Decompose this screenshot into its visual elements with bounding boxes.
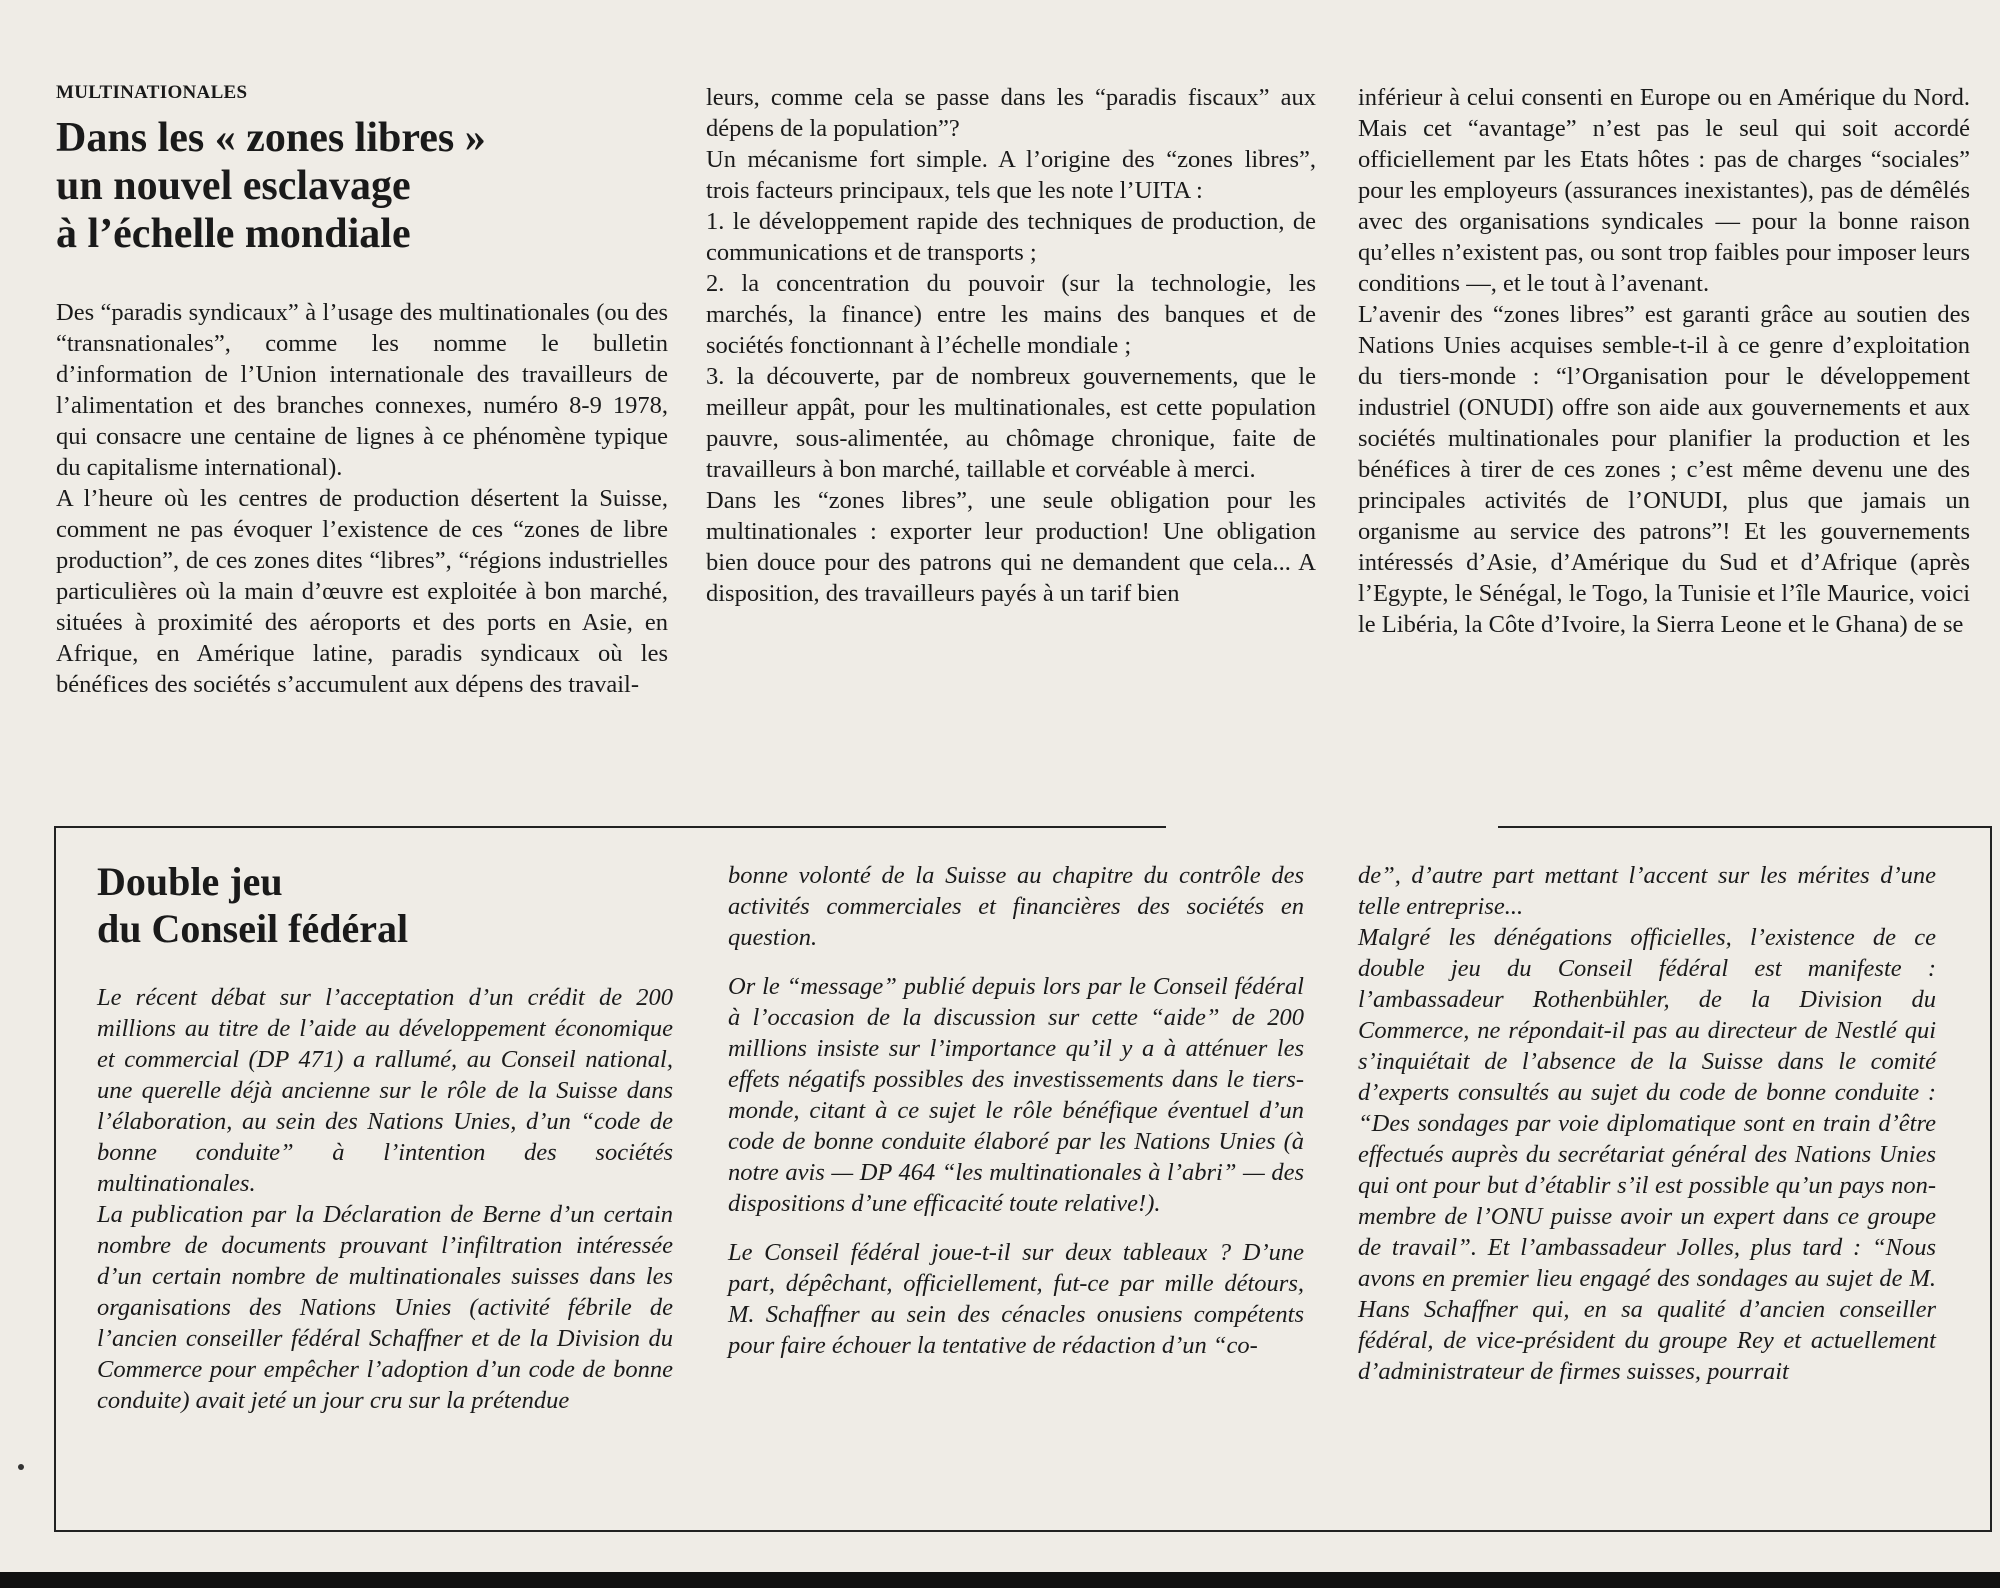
paragraph: Dans les “zones libres”, une seule obligation pour les multinationales : exporter leur production! Une obligation bien douce pour des patrons qui ne demandent que cela... A disposition, des travailleurs payés à un tarif bien (706, 487, 1316, 607)
article-headline (56, 114, 676, 258)
paragraph: Un mécanisme fort simple. A l’origine des “zones libres”, trois facteurs principaux, tels que les note l’UITA : (706, 146, 1316, 204)
paragraph: La publication par la Déclaration de Berne d’un certain nombre de documents prouvant l’infiltration intéressée d’un certain nombre de multinationales suisses dans les organisations des Nations Unies (activité fébrile de l’ancien conseiller fédéral Schaffner et de la Division du Commerce pour empêcher l’adoption d’un code de bonne conduite) avait jeté un jour cru sur la prétendue (97, 1201, 673, 1414)
paragraph: 1. le développement rapide des techniques de production, de communications et de transports ; (706, 208, 1316, 266)
paragraph: Des “paradis syndicaux” à l’usage des multinationales (ou des “transnationales”, comme les nomme le bulletin d’information de l’Union internationale des travailleurs de l’alimentation et des branches connexes, numéro 8-9 1978, qui consacre une centaine de lignes à ce phénomène typique du capitalisme international). (56, 299, 668, 481)
paragraph: bonne volonté de la Suisse au chapitre du contrôle des activités commerciales et financières des sociétés en question. (728, 862, 1304, 951)
scan-bottom-edge (0, 1572, 2000, 1588)
section-rubric: MULTINATIONALES (56, 82, 248, 103)
headline-line: Dans les « zones libres » (56, 115, 486, 161)
box-column-2 (728, 860, 1304, 1361)
box-title-line: du Conseil fédéral (97, 906, 409, 951)
box-title-line: Double jeu (97, 859, 283, 904)
paragraph: Or le “message” publié depuis lors par le Conseil fédéral à l’occasion de la discussion sur cette “aide” de 200 millions insiste sur l’importance qu’il y a à atténuer les effets négatifs possibles des investissements dans le tiers-monde, citant à ce sujet le rôle bénéfique éventuel d’un code de bonne conduite élaboré par les Nations Unies (à notre avis — DP 464 “les multinationales à l’abri” — des dispositions d’une efficacité toute relative!). (728, 973, 1304, 1217)
paragraph: leurs, comme cela se passe dans les “paradis fiscaux” aux dépens de la population”? (706, 84, 1316, 142)
paragraph: Le Conseil fédéral joue-t-il sur deux tableaux ? D’une part, dépêchant, officiellement, fut-ce par mille détours, M. Schaffner au sein des cénacles onusiens compétents pour faire échouer la tentative de rédaction d’un “co- (728, 1239, 1304, 1359)
box-column-3 (1358, 860, 1936, 1387)
headline-line: un nouvel esclavage (56, 163, 411, 209)
paragraph: inférieur à celui consenti en Europe ou en Amérique du Nord. Mais cet “avantage” n’est pas le seul qui soit accordé officiellement par les Etats hôtes : pas de charges “sociales” pour les employeurs (assurances inexistantes), pas de démêlés avec des organisations syndicales — pour la bonne raison qu’elles n’existent pas, ou sont trop faibles pour imposer leurs conditions —, et le tout à l’avenant. (1358, 84, 1970, 297)
headline-line: à l’échelle mondiale (56, 211, 411, 257)
paragraph: Le récent débat sur l’acceptation d’un crédit de 200 millions au titre de l’aide au développement économique et commercial (DP 471) a rallumé, au Conseil national, une querelle déjà ancienne sur le rôle de la Suisse dans l’élaboration, au sein des Nations Unies, d’un “code de bonne conduite” à l’intention des sociétés multinationales. (97, 984, 673, 1197)
paragraph-gap (728, 1219, 1304, 1237)
paragraph: 2. la concentration du pouvoir (sur la technologie, les marchés, la finance) entre les mains des banques et de sociétés fonctionnant à l’échelle mondiale ; (706, 270, 1316, 359)
article-column-1 (56, 297, 668, 700)
box-column-1 (97, 982, 673, 1416)
paragraph: de”, d’autre part mettant l’accent sur les mérites d’une telle entreprise... (1358, 862, 1936, 920)
article-column-3 (1358, 82, 1970, 640)
paragraph-gap (728, 953, 1304, 971)
paragraph: 3. la découverte, par de nombreux gouvernements, que le meilleur appât, pour les multinationales, est cette population pauvre, sous-alimentée, au chômage chronique, faite de travailleurs à bon marché, taillable et corvéable à merci. (706, 363, 1316, 483)
paragraph: A l’heure où les centres de production désertent la Suisse, comment ne pas évoquer l’existence de ces “zones de libre production”, de ces zones dites “libres”, “régions industrielles particulières où la main d’œuvre est exploitée à bon marché, situées à proximité des aéroports et des ports en Asie, en Afrique, en Amérique latine, paradis syndicaux où les bénéfices des sociétés s’accumulent aux dépens des travail- (56, 485, 668, 698)
scan-speck (18, 1464, 24, 1470)
paragraph: L’avenir des “zones libres” est garanti grâce au soutien des Nations Unies acquises semble-t-il à ce genre d’exploitation du tiers-monde : “l’Organisation pour le développement industriel (ONUDI) offre son aide aux gouvernements et aux sociétés multinationales pour planifier la production et les bénéfices à tirer de ces zones ; c’est même devenu une des principales activités de l’ONUDI, plus que jamais un organisme au service des patrons”! Et les gouvernements intéressés d’Asie, d’Amérique du Sud et d’Afrique (après l’Egypte, le Sénégal, le Togo, la Tunisie et l’île Maurice, voici le Libéria, la Côte d’Ivoire, la Sierra Leone et le Ghana) de se (1358, 301, 1970, 638)
article-column-2 (706, 82, 1316, 609)
box-title (97, 858, 408, 952)
paragraph: Malgré les dénégations officielles, l’existence de ce double jeu du Conseil fédéral est manifeste : l’ambassadeur Rothenbühler, de la Division du Commerce, ne répondait-il pas au directeur de Nestlé qui s’inquiétait de l’absence de la Suisse dans le comité d’experts consultés au sujet du code de bonne conduite : “Des sondages par voie diplomatique sont en train d’être effectués auprès du secrétariat général des Nations Unies qui ont pour but d’établir s’il est possible qu’un pays non-membre de l’ONU puisse avoir un expert dans ce groupe de travail”. Et l’ambassadeur Jolles, plus tard : “Nous avons en premier lieu engagé des sondages au sujet de M. Hans Schaffner qui, en sa qualité d’ancien conseiller fédéral, de vice-président du groupe Rey et actuellement d’administrateur de firmes suisses, pourrait (1358, 924, 1936, 1385)
